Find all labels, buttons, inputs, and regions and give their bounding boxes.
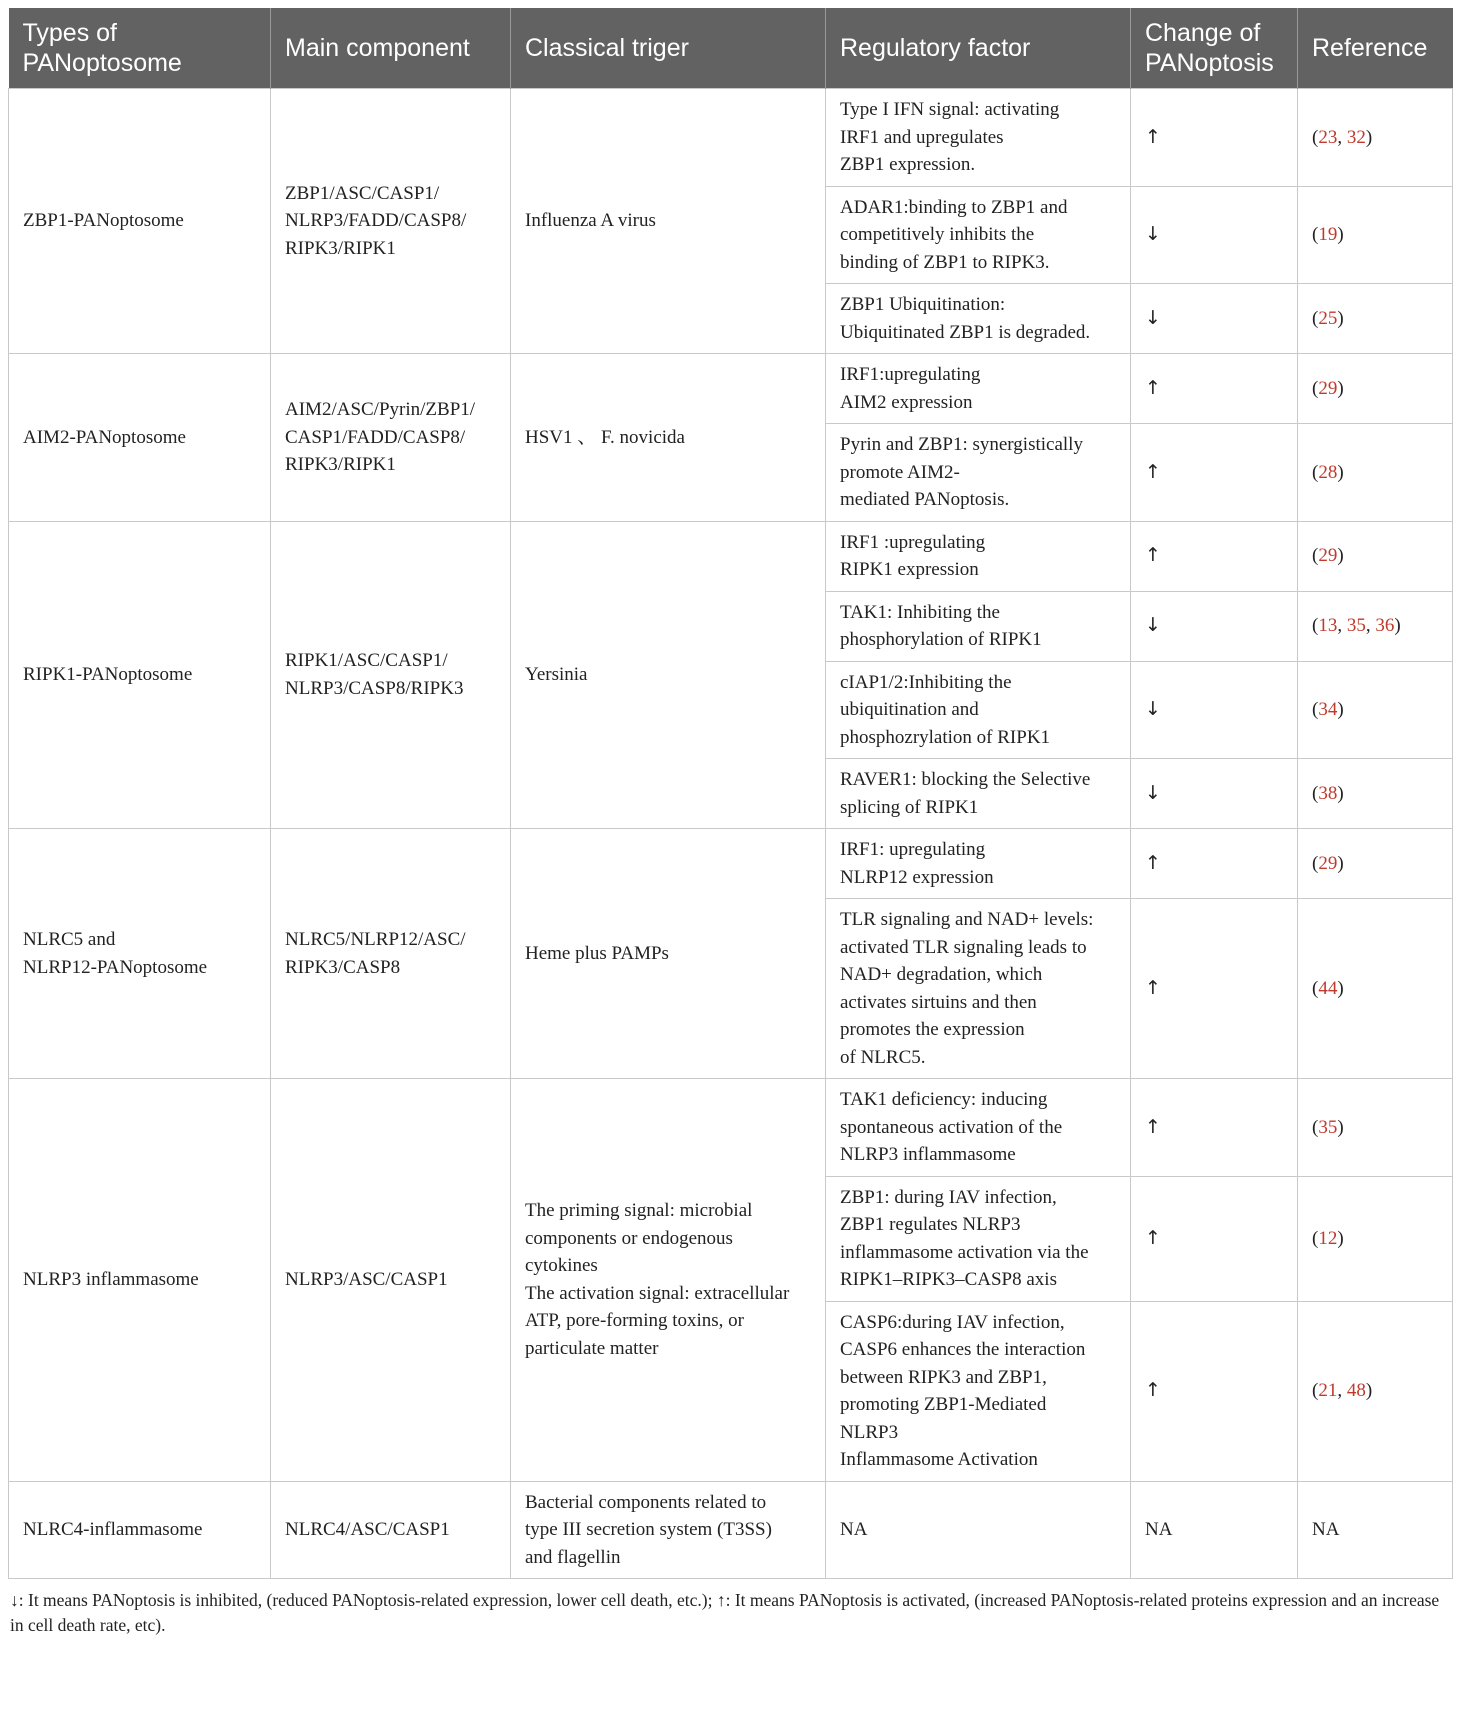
regulatory-factor-cell: NA: [826, 1481, 1131, 1579]
up-arrow-icon: ↑: [1131, 899, 1298, 1079]
table-row: [9, 89, 1453, 187]
component-cell: ZBP1/ASC/CASP1/ NLRP3/FADD/CASP8/ RIPK3/RIPK1: [271, 89, 511, 354]
down-arrow-icon: ↓: [1131, 591, 1298, 661]
reference-link[interactable]: 36: [1375, 615, 1395, 637]
table-body: [9, 89, 1453, 1579]
panoptosome-table: [8, 8, 1453, 1579]
regulatory-factor-cell: Type I IFN signal: activating IRF1 and upregulates ZBP1 expression.: [826, 89, 1131, 187]
trigger-cell: Yersinia: [511, 521, 826, 829]
component-cell: RIPK1/ASC/CASP1/ NLRP3/CASP8/RIPK3: [271, 521, 511, 829]
regulatory-factor-cell: cIAP1/2:Inhibiting the ubiquitination and phosphozrylation of RIPK1: [826, 661, 1131, 759]
reference-link[interactable]: 28: [1318, 461, 1338, 483]
header-row: [9, 8, 1453, 89]
table-row: [9, 354, 1453, 424]
table-row: [9, 1079, 1453, 1177]
reference-cell: (34): [1298, 661, 1453, 759]
reference-link[interactable]: 12: [1318, 1227, 1338, 1249]
reference-link[interactable]: 23: [1318, 126, 1338, 148]
trigger-cell: Influenza A virus: [511, 89, 826, 354]
trigger-cell: Heme plus PAMPs: [511, 829, 826, 1079]
regulatory-factor-cell: RAVER1: blocking the Selective splicing of RIPK1: [826, 759, 1131, 829]
header-types: Types of PANoptosome: [9, 8, 271, 89]
type-cell: NLRC5 and NLRP12-PANoptosome: [9, 829, 271, 1079]
type-cell: NLRC4-inflammasome: [9, 1481, 271, 1579]
reference-cell: (29): [1298, 521, 1453, 591]
header-reference: Reference: [1298, 8, 1453, 89]
up-arrow-icon: ↑: [1131, 1301, 1298, 1481]
up-arrow-icon: ↑: [1131, 1176, 1298, 1301]
type-cell: RIPK1-PANoptosome: [9, 521, 271, 829]
regulatory-factor-cell: ZBP1 Ubiquitination: Ubiquitinated ZBP1 is degraded.: [826, 284, 1131, 354]
reference-cell: (35): [1298, 1079, 1453, 1177]
reference-na: NA: [1312, 1519, 1340, 1540]
regulatory-factor-cell: CASP6:during IAV infection, CASP6 enhances the interaction between RIPK3 and ZBP1, promoting ZBP1-Mediated NLRP3 Inflammasome Activation: [826, 1301, 1131, 1481]
reference-link[interactable]: 35: [1318, 1116, 1338, 1138]
component-cell: NLRC5/NLRP12/ASC/ RIPK3/CASP8: [271, 829, 511, 1079]
reference-link[interactable]: 29: [1318, 852, 1338, 874]
component-cell: NLRP3/ASC/CASP1: [271, 1079, 511, 1482]
reference-cell: (19): [1298, 186, 1453, 284]
reference-cell: (38): [1298, 759, 1453, 829]
down-arrow-icon: ↓: [1131, 284, 1298, 354]
reference-cell: (29): [1298, 829, 1453, 899]
reference-cell: (25): [1298, 284, 1453, 354]
up-arrow-icon: ↑: [1131, 829, 1298, 899]
table-footnote: ↓: It means PANoptosis is inhibited, (reduced PANoptosis-related expression, lower cell death, etc.); ↑: It means PANoptosis is activated, (increased PANoptosis-related proteins expression and an increase in cell death rate, etc).: [10, 1590, 1440, 1635]
reference-link[interactable]: 19: [1318, 224, 1338, 245]
up-arrow-icon: ↑: [1131, 521, 1298, 591]
trigger-cell: HSV1 、 F. novicida: [511, 354, 826, 522]
reference-link[interactable]: 29: [1318, 377, 1338, 399]
header-factor: Regulatory factor: [826, 8, 1131, 89]
reference-link[interactable]: 13: [1318, 615, 1338, 637]
down-arrow-icon: ↓: [1131, 661, 1298, 759]
regulatory-factor-cell: TAK1 deficiency: inducing spontaneous activation of the NLRP3 inflammasome: [826, 1079, 1131, 1177]
table-row: [9, 829, 1453, 899]
reference-link[interactable]: 48: [1346, 1380, 1366, 1402]
reference-cell: (29): [1298, 354, 1453, 424]
reference-cell: (44): [1298, 899, 1453, 1079]
regulatory-factor-cell: TAK1: Inhibiting the phosphorylation of RIPK1: [826, 591, 1131, 661]
trigger-cell: The priming signal: microbial components or endogenous cytokines The activation signal: extracellular ATP, pore-forming toxins, or particulate matter: [511, 1079, 826, 1482]
table-row: [9, 1481, 1453, 1579]
reference-link[interactable]: 21: [1318, 1380, 1338, 1402]
header-component: Main component: [271, 8, 511, 89]
reference-link[interactable]: 44: [1318, 977, 1338, 999]
component-cell: NLRC4/ASC/CASP1: [271, 1481, 511, 1579]
header-change: Change of PANoptosis: [1131, 8, 1298, 89]
regulatory-factor-cell: IRF1: upregulating NLRP12 expression: [826, 829, 1131, 899]
reference-cell: (21, 48): [1298, 1301, 1453, 1481]
trigger-cell: Bacterial components related to type III secretion system (T3SS) and flagellin: [511, 1481, 826, 1579]
regulatory-factor-cell: IRF1:upregulating AIM2 expression: [826, 354, 1131, 424]
reference-cell: (23, 32): [1298, 89, 1453, 187]
type-cell: AIM2-PANoptosome: [9, 354, 271, 522]
table-row: [9, 521, 1453, 591]
reference-cell: (12): [1298, 1176, 1453, 1301]
type-cell: NLRP3 inflammasome: [9, 1079, 271, 1482]
regulatory-factor-cell: TLR signaling and NAD+ levels: activated TLR signaling leads to NAD+ degradation, which activates sirtuins and then promotes the expression of NLRC5.: [826, 899, 1131, 1079]
component-cell: AIM2/ASC/Pyrin/ZBP1/ CASP1/FADD/CASP8/ RIPK3/RIPK1: [271, 354, 511, 522]
reference-link[interactable]: 35: [1346, 615, 1366, 637]
reference-link[interactable]: 32: [1346, 126, 1366, 148]
header-trigger: Classical triger: [511, 8, 826, 89]
reference-link[interactable]: 34: [1318, 699, 1338, 720]
reference-cell: (28): [1298, 424, 1453, 522]
change-cell: NA: [1131, 1481, 1298, 1579]
up-arrow-icon: ↑: [1131, 89, 1298, 187]
down-arrow-icon: ↓: [1131, 759, 1298, 829]
up-arrow-icon: ↑: [1131, 424, 1298, 522]
type-cell: ZBP1-PANoptosome: [9, 89, 271, 354]
regulatory-factor-cell: IRF1 :upregulating RIPK1 expression: [826, 521, 1131, 591]
up-arrow-icon: ↑: [1131, 354, 1298, 424]
reference-cell: (13, 35, 36): [1298, 591, 1453, 661]
regulatory-factor-cell: Pyrin and ZBP1: synergistically promote AIM2- mediated PANoptosis.: [826, 424, 1131, 522]
down-arrow-icon: ↓: [1131, 186, 1298, 284]
table-container: [8, 8, 1452, 1638]
reference-link[interactable]: 25: [1318, 307, 1338, 329]
reference-cell: [1298, 1481, 1453, 1579]
reference-link[interactable]: 38: [1318, 782, 1338, 804]
regulatory-factor-cell: ZBP1: during IAV infection, ZBP1 regulates NLRP3 inflammasome activation via the RIPK1–RIPK3–CASP8 axis: [826, 1176, 1131, 1301]
reference-link[interactable]: 29: [1318, 545, 1338, 567]
up-arrow-icon: ↑: [1131, 1079, 1298, 1177]
regulatory-factor-cell: ADAR1:binding to ZBP1 and competitively inhibits the binding of ZBP1 to RIPK3.: [826, 186, 1131, 284]
